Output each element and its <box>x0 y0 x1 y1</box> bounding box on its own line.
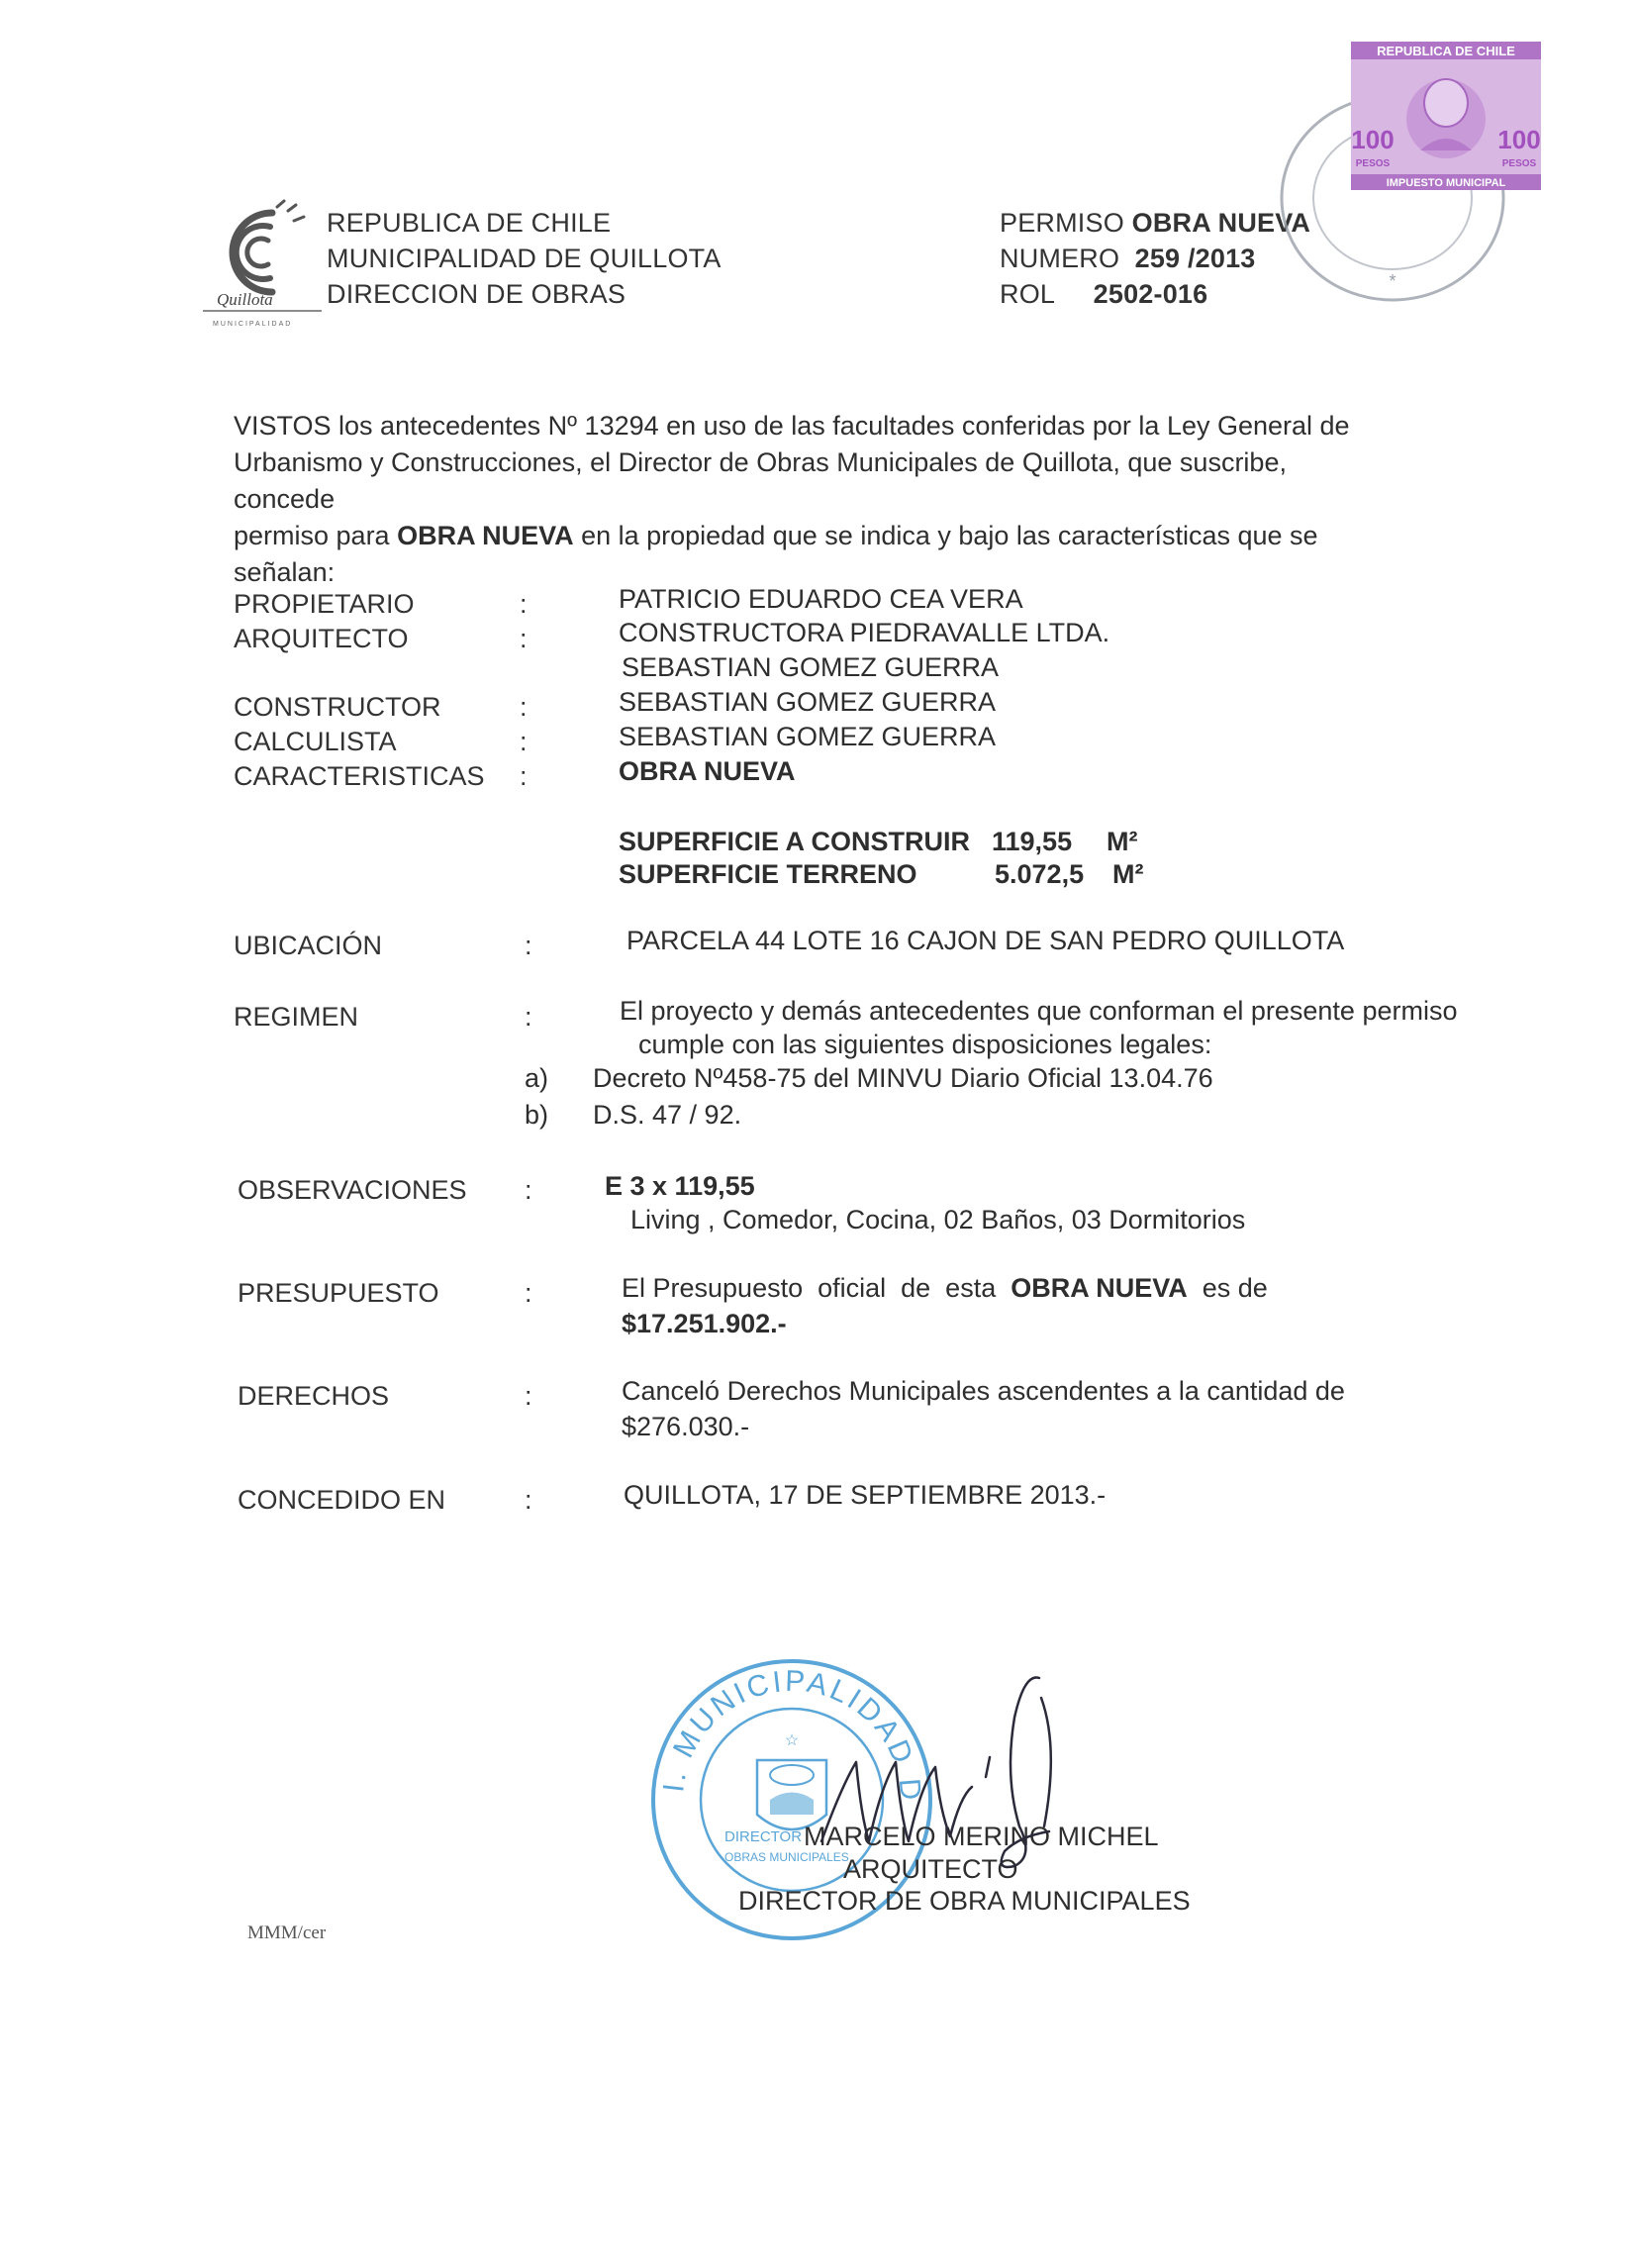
colon: : <box>525 1485 532 1515</box>
republica-text: REPUBLICA DE CHILE <box>327 208 612 238</box>
presupuesto-amount: $17.251.902.- <box>622 1309 787 1338</box>
caracteristicas-label: CARACTERISTICAS <box>234 761 485 791</box>
arquitecto-value-2: SEBASTIAN GOMEZ GUERRA <box>622 652 1000 682</box>
svg-text:100: 100 <box>1497 125 1541 154</box>
direccion-text: DIRECCION DE OBRAS <box>327 279 626 309</box>
superficie-construir-value: 119,55 <box>992 827 1073 856</box>
intro-line-2: Urbanismo y Construcciones, el Director de Obras Municipales de Quillota, que suscribe, concede <box>234 447 1287 514</box>
svg-text:*: * <box>1389 271 1396 291</box>
colon: : <box>520 589 528 619</box>
svg-text:Quillota: Quillota <box>217 290 273 309</box>
observaciones-line-2: Living , Comedor, Cocina, 02 Baños, 03 Dormitorios <box>630 1205 1246 1234</box>
observaciones-line-1: E 3 x 119,55 <box>605 1171 755 1201</box>
colon: : <box>525 931 532 960</box>
concedido-label: CONCEDIDO EN <box>238 1485 446 1515</box>
ubicacion-label: UBICACIÓN <box>234 931 383 960</box>
regimen-b-marker: b) <box>525 1100 549 1130</box>
header-right-block <box>1000 205 1310 312</box>
constructor-label: CONSTRUCTOR <box>234 692 441 722</box>
handwritten-signature <box>812 1668 1079 1906</box>
regimen-a-marker: a) <box>525 1063 549 1093</box>
arquitecto-value: CONSTRUCTORA PIEDRAVALLE LTDA. <box>619 618 1110 647</box>
svg-text:REPUBLICA DE CHILE: REPUBLICA DE CHILE <box>1377 44 1515 58</box>
rol-label: ROL <box>1000 279 1056 309</box>
derechos-label: DERECHOS <box>238 1381 390 1411</box>
superficie-terreno-value: 5.072,5 <box>995 859 1085 889</box>
signer-title: ARQUITECTO <box>843 1854 1018 1884</box>
svg-text:MUNICIPALIDAD: MUNICIPALIDAD <box>213 321 293 328</box>
seal-inner-text-1: DIRECTOR <box>724 1828 803 1845</box>
superficie-unit: M² <box>1107 827 1138 856</box>
propietario-value: PATRICIO EDUARDO CEA VERA <box>619 584 1023 614</box>
regimen-b-text: D.S. 47 / 92. <box>593 1100 742 1130</box>
superficie-unit: M² <box>1112 859 1144 889</box>
colon: : <box>520 761 528 791</box>
numero-value: 259 /2013 <box>1134 244 1256 273</box>
intro-paragraph <box>234 408 1392 591</box>
regimen-a-text: Decreto Nº458-75 del MINVU Diario Oficial 13.04.76 <box>593 1063 1213 1093</box>
calculista-value: SEBASTIAN GOMEZ GUERRA <box>619 722 997 751</box>
colon: : <box>520 692 528 722</box>
presupuesto-bold: OBRA NUEVA <box>1011 1273 1188 1303</box>
presupuesto-label: PRESUPUESTO <box>238 1278 439 1308</box>
permiso-value: OBRA NUEVA <box>1131 208 1311 238</box>
intro-bold: OBRA NUEVA <box>397 521 574 550</box>
superficie-construir-label: SUPERFICIE A CONSTRUIR <box>619 827 971 856</box>
svg-text:I. MUNICIPALIDAD DE QUILLOTA: I. MUNICIPALIDAD D <box>657 1664 927 1805</box>
municipal-logo <box>203 193 332 332</box>
tax-stamp <box>1351 42 1541 190</box>
regimen-line-2: cumple con las siguientes disposiciones legales: <box>638 1030 1212 1059</box>
concedido-value: QUILLOTA, 17 DE SEPTIEMBRE 2013.- <box>624 1480 1107 1510</box>
arquitecto-label: ARQUITECTO <box>234 624 409 653</box>
colon: : <box>520 624 528 653</box>
colon: : <box>525 1278 532 1308</box>
header-left-block <box>327 205 722 312</box>
colon: : <box>525 1175 532 1205</box>
signer-name: MARCELO MERINO MICHEL <box>804 1822 1159 1851</box>
regimen-label: REGIMEN <box>234 1002 359 1032</box>
numero-label: NUMERO <box>1000 244 1120 273</box>
constructor-value: SEBASTIAN GOMEZ GUERRA <box>619 687 997 717</box>
signer-role: DIRECTOR DE OBRA MUNICIPALES <box>738 1886 1191 1916</box>
colon: : <box>520 727 528 756</box>
derechos-line-2: $276.030.- <box>622 1412 750 1441</box>
municipalidad-text: MUNICIPALIDAD DE QUILLOTA <box>327 244 722 273</box>
superficie-terreno-label: SUPERFICIE TERRENO <box>619 859 917 889</box>
svg-text:IMPUESTO MUNICIPAL: IMPUESTO MUNICIPAL <box>1386 177 1506 189</box>
svg-text:PESOS: PESOS <box>1501 158 1537 169</box>
intro-line-3: permiso para OBRA NUEVA en la propiedad que se indica y bajo las características que se señalan: <box>234 521 1318 587</box>
svg-text:PESOS: PESOS <box>1355 158 1391 169</box>
svg-text:100: 100 <box>1351 125 1395 154</box>
colon: : <box>525 1002 532 1032</box>
svg-text:☆: ☆ <box>784 1732 800 1749</box>
intro-line-1: VISTOS los antecedentes Nº 13294 en uso de las facultades conferidas por la Ley General de <box>234 411 1350 441</box>
regimen-line-1: El proyecto y demás antecedentes que conforman el presente permiso <box>620 996 1458 1026</box>
propietario-label: PROPIETARIO <box>234 589 415 619</box>
initials: MMM/cer <box>247 1923 327 1943</box>
permiso-label: PERMISO <box>1000 208 1124 238</box>
derechos-line-1: Canceló Derechos Municipales ascendentes a la cantidad de <box>622 1376 1345 1406</box>
rol-value: 2502-016 <box>1093 279 1208 309</box>
presupuesto-line-1: El Presupuesto oficial de esta OBRA NUEVA es de <box>622 1273 1268 1303</box>
ubicacion-value: PARCELA 44 LOTE 16 CAJON DE SAN PEDRO QUILLOTA <box>626 926 1345 955</box>
observaciones-label: OBSERVACIONES <box>238 1175 467 1205</box>
caracteristicas-value: OBRA NUEVA <box>619 756 796 786</box>
colon: : <box>525 1381 532 1411</box>
calculista-label: CALCULISTA <box>234 727 397 756</box>
seal-inner-text-2: OBRAS MUNICIPALES <box>724 1850 849 1864</box>
